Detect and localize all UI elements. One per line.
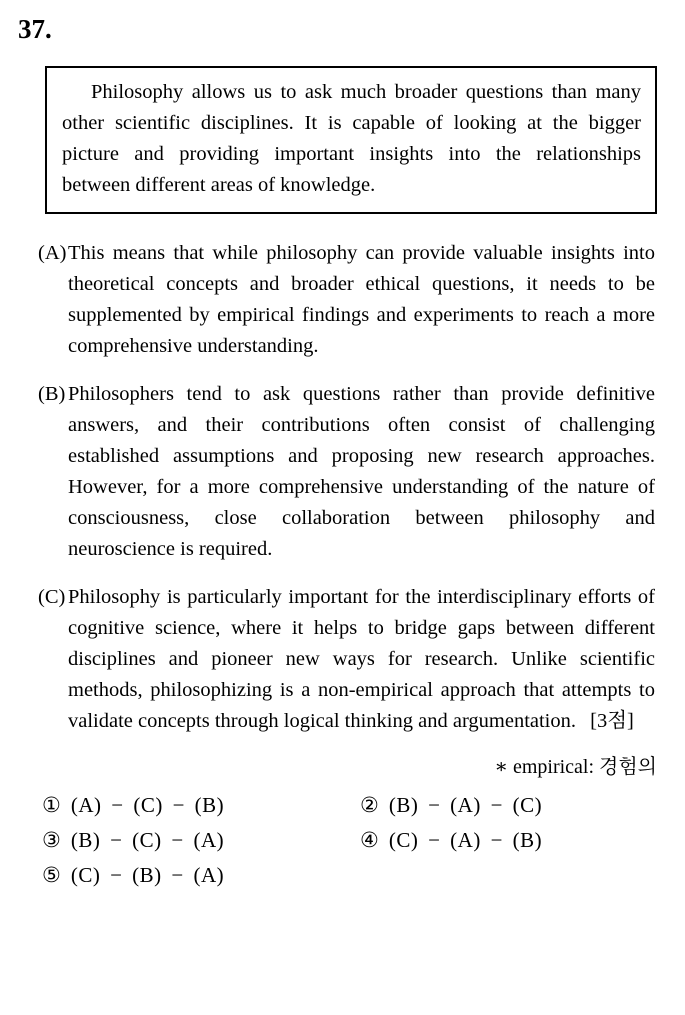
option-3[interactable] bbox=[42, 826, 360, 855]
option-5-text: (C) − (B) − (A) bbox=[70, 863, 225, 887]
paragraph-b-text: Philosophers tend to ask questions rather than provide definitive answers, and their contributions often consist of challenging established assumptions and proposing new research approaches. However, for a more comprehensive understanding of the nature of consciousness, close collaboration between philosophy and neuroscience is required. bbox=[68, 383, 655, 560]
option-4-text: (C) − (A) − (B) bbox=[388, 828, 543, 852]
option-4[interactable] bbox=[360, 826, 685, 855]
option-1-circled-number-icon: ① bbox=[42, 793, 61, 817]
option-2[interactable] bbox=[360, 791, 685, 820]
footnote-empirical bbox=[0, 753, 657, 781]
paragraph-c-label: (C) bbox=[38, 586, 66, 608]
exam-question-page bbox=[0, 13, 685, 890]
option-1[interactable] bbox=[42, 791, 360, 820]
paragraph-b bbox=[38, 379, 655, 565]
passage-box bbox=[45, 66, 657, 214]
paragraph-a-text: This means that while philosophy can provide valuable insights into theoretical concepts and broader ethical questions, it needs to be supplemented by empirical findings and experiments to reach a more comprehensive understanding. bbox=[68, 242, 655, 357]
option-1-text: (A) − (C) − (B) bbox=[70, 793, 225, 817]
paragraph-c bbox=[38, 582, 655, 737]
option-5-circled-number-icon: ⑤ bbox=[42, 863, 61, 887]
passage-text: Philosophy allows us to ask much broader questions than many other scientific disciplines. It is capable of looking at the bigger picture and providing important insights into the relationships between different areas of knowledge. bbox=[62, 81, 641, 196]
option-3-circled-number-icon: ③ bbox=[42, 828, 61, 852]
option-3-text: (B) − (C) − (A) bbox=[70, 828, 225, 852]
paragraph-c-text: Philosophy is particularly important for the interdisciplinary efforts of cognitive science, where it helps to bridge gaps between different disciplines and pioneer new ways for research. Unlike scientific methods, philosophizing is a non-empirical approach that attempts to validate concepts through logical thinking and argumentation. bbox=[68, 586, 655, 732]
paragraph-a-label: (A) bbox=[38, 242, 67, 264]
paragraph-a bbox=[38, 238, 655, 362]
footnote-text: ∗ empirical: 경험의 bbox=[494, 756, 657, 778]
option-2-text: (B) − (A) − (C) bbox=[388, 793, 543, 817]
option-2-circled-number-icon: ② bbox=[360, 793, 379, 817]
points-badge: [3점] bbox=[590, 710, 634, 732]
option-5[interactable] bbox=[42, 861, 360, 890]
option-4-circled-number-icon: ④ bbox=[360, 828, 379, 852]
question-number: 37. bbox=[18, 14, 52, 44]
answer-options bbox=[42, 791, 685, 890]
ordering-paragraphs bbox=[0, 238, 685, 737]
paragraph-b-label: (B) bbox=[38, 383, 66, 405]
